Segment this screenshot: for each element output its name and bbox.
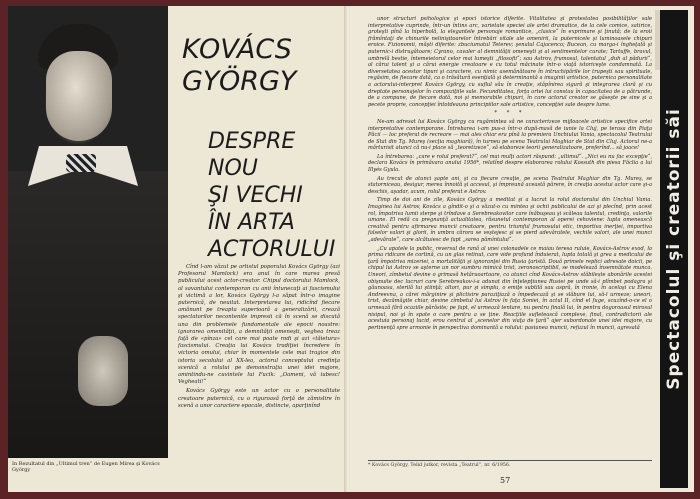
right-body-text [368, 16, 652, 333]
paragraph: Ne-am adresat lui Kovács György cu rugămintea să ne caracterizeze mijloacele artistice specifice artei interpretative contemporane. Întrebarea i-am pus-o într-o după-masă de iunie la Cluj, pe terasa din Piaţa Păcii — loc preferat de recreare — mai ales chiar era pînă la premiera Unchiului Vania, spectacolul Teatrului de Stat din Tg. Mureş (secţia maghiară), în turneu pe scena Teatrului Maghiar de Stat din Cluj. Actorul ne-a mărturisit atunci că nu-i place să „teoretizeze“, să elaboreze teorii generalizatoare, preferînd... să joace! [368, 118, 652, 152]
photo-bowtie [66, 154, 96, 172]
footnote: * Kovács György, Telid jutkor, revista „Teatrul“, nr. 6/1956. [368, 460, 652, 469]
section-banner-label: Spectacolul şi creatorii săi [664, 108, 684, 390]
subtitle-line: ACTORULUI [208, 237, 336, 262]
right-page [350, 6, 694, 492]
article-subtitle [208, 128, 343, 263]
paragraph: Au trecut de atunci şapte ani, şi cu fiecare creaţie, pe scena Teatrului Maghiar din Tg. Mureş, se statorniceau, desigur, merea înnoită şi accesul, şi împreună această părere, în creaţia acestui actor care şi-a deschis, aşadar, acum, rolul preferat e Astrov. [368, 175, 652, 195]
paragraph: Kovács György este un actor cu o personalitate creatoare puternică, cu o riguroasă forţă de zămislire în scenă a unor caractere epocale, distincte, aparţinînd [178, 388, 340, 409]
article-title-name-line2: GYÖRGY [182, 66, 297, 97]
left-body-text [178, 264, 340, 412]
photo-hand [78, 336, 128, 406]
section-banner [660, 10, 688, 488]
photo-face [46, 51, 112, 141]
subtitle-line: DESPRE [208, 129, 296, 154]
article-title-name-line1: KOVÁCS [182, 34, 292, 65]
paragraph: La întrebarea: „care e rolul preferat?“, cel mai mulţi actori răspund: „ultimul“. „Nici eu nu fac excepţie“, declara Kovács în primăvara anului 1956*, relatînd despre elaborarea rolului Kossuth din piesa Făclia a lui Illyés Gyula. [368, 153, 652, 174]
left-page [8, 6, 346, 492]
paragraph: unor structuri psihologice şi epoci istorice diferite. Vitalitatea şi protestatea posibilităţilor sale interpretative cuprinde, într-un întins arc, varietate speciei ale artei dramatice, de la cele comice, satirice, groteşti pînă la hiperbolă, la elegantele personaje romantice, „clasice“ în exprimare şi ţinută; de la eroii frămîntaţi de chinurile nelinişitoarelor întrebări vitale ale omenirii, la puternicele şi luminoasele chipuri eroice. Fizionomii, măşti diferite: zbuciumatul Teterev; şenalul Cajacenco; Bucean, cu marga-i îngheţată şi puternic-i distrugătoare; Cyrano, cavaler al demnităţii omeneşti şi al sentimentelor curate; Tartuffe, bravul, umbrelă bestie, întemeietorul celor mai lumeşti „filosofii“; sau Astrov, frumosul, talentatul „duh al pădurii“, al cărui talent şi a cărui energie creatoare e cu totul măcinate într-o viaţă istoriceşte condamnată. La diversetatea acestor tipuri şi caractere, cu nimic asemănătoare în intruchipările lor trupeşti sau spirituale, regăsim, de fiecare dată, ca o trăsătură esenţială şi determinantă a imaginii artistice, puternica personalitate a actorului-interpret Kovács György, cu suflul său în creaţie, stăpînirea sigură şi integrarea clară şi cu dreptate personajelor în compoziţiile sale. Fecunditatea, forţa artei lui constau în capacitatea de a pătrunde, de a compune, de fiecare dată, noi şi memorabile chipuri, în care actorul creator se găseşte pe sine şi a pecete proprie, concepţiei întotdeauna principiilor sale artistice, concepţiei sale despre lume. [368, 16, 652, 108]
subtitle-line: ŞI VECHI [208, 183, 303, 208]
page-number: 57 [500, 476, 511, 485]
paragraph: „Cu apatele la public, reversul de rană al unei colonadele ce maiau teresa ruluie, Kovács-Astrov exod, la prima ridicare de cortină, cu un glas retinut, care vide profund înduierat, lupta totală şi grea a medicului de ţară împotriva mizeriei, a mortalităţii şi ignoranţei din Rusia ţaristă. Două primele replici adresate doicii, pe chipul lui Astrov se aşterne un nor sumbru mimică trist, zeronoscriptibil, se modelează însemnătate munca. Uneori, zîmbetul devine o grimasă hetăruoartoare, ca atunci cînd Kovács-Astrov stăbilește abonările acestei obişnuite dec lucruri care Serebreakov-i-a adunat din înţelepţiunea Rusiei pe unde să-i plîmbet podagra şi găunoasa, sterilă lui ştiinţă; altori, pur şi simplu, o emiţe subtilă sau aspră, în ironie, în acelaşi cu Elena Andreevna, a cărei mărginire şi plictisire paraziţiază o împedecază şi se slăbure lui, să-l urmeze; uneori, trist, dezămăgite chiar, devine zîmbetul lui Astrov în faţa Soniei, în actul II, cînd el fuge, scuzînd-o-ce el o urmează fără ocaziile părăsite; pe fapt, el urmează tentare, nu pentru finală lui, în pentru dogoroasul mirosul nisipul, noi şi în spate o care pentru a se ţine. Reacţiile sufletească complexe, final, contradictorii ale acestuia personaj lucid, erou central al „scenelor din viaţa de ţară“ ajer subordonate unei idei majore, cu pertinenţă spre armonie în perspectiva dominantă a rolului: pasiunea muncii, refuzul în muncii, agresată [368, 245, 652, 331]
subtitle-line: ÎN ARTA [208, 210, 295, 235]
section-divider-stars: * * * [494, 110, 526, 117]
photo-caption: In Rezultatul din „Ultimul tren” de Eugen Mirea şi Kovács György [12, 461, 160, 473]
subtitle-line: NOU [208, 156, 258, 181]
photo-jacket [8, 171, 168, 458]
paragraph: Timp de doi ani de zile, Kovács György a meditat şi a lucrat la rolul doctorului din Unchiul Vania. Imaginea lui Astrov, Kovács a gîndit-o şi a văzut-o cu mintea şi ochii publicului de azi şi plecînd, prin acest rol, împotriva lumii sterpe şi trîndave a Serebreakovilor care înăbuşeau şi scăleau talentul, credinţa, valorile umane. El redă cu pregnanţă actualitatea, răsunetul contemporan al operei cehoviene: lupta omenească creativă pentru afirmarea muncii creatoare, pentru triumful frumosului etic, importiva inerţiei, importiva falselor valori şi glorii, în umbra cărora se veştejesc şi se pierd adevăratele, vechile valori, ale unei munci „adevărate“, care alcătuiesc de fapt „sarea pămîntului“. [368, 197, 652, 243]
portrait-photo [8, 6, 168, 458]
paragraph: Cînd l-am văzut pe artistul poporului Kovács György (azi Profesorul Mamlock) era anul în care marea presă publicului acest actor-creator. Chipul doctorului Mamlock, al savantului contemporan cu anii întunecaţi ai fascismului şi victimă a lor, Kovács György l-a săpat într-o imagine puternică, de neuitat. Interpretarea lui, ridicînd fiecare amănunt pe treapta superioară a generalizării, crează spectatorilor necontenite impresii că în scenă se discută una din problemele fundamentale ale epocii noastre: ignorarea omenităţii, a demnităţii omeneşti, veghea treaz faţă de «pînza» cel care mai poate rodi şi azi «tăietura» fascismului. Creaţia lui Kovács tradiţiei încredere în victoria omului, chiar în momentele cele mai tragice din istoria secolului al XX-lea, actorul conceptului credinţa scenică a rolului pe demonstraţia unei idei majore, amintindu-ne cuvintele lui Fucik: „Oameni, vă iubesc! Vegheati!“ [178, 264, 340, 386]
